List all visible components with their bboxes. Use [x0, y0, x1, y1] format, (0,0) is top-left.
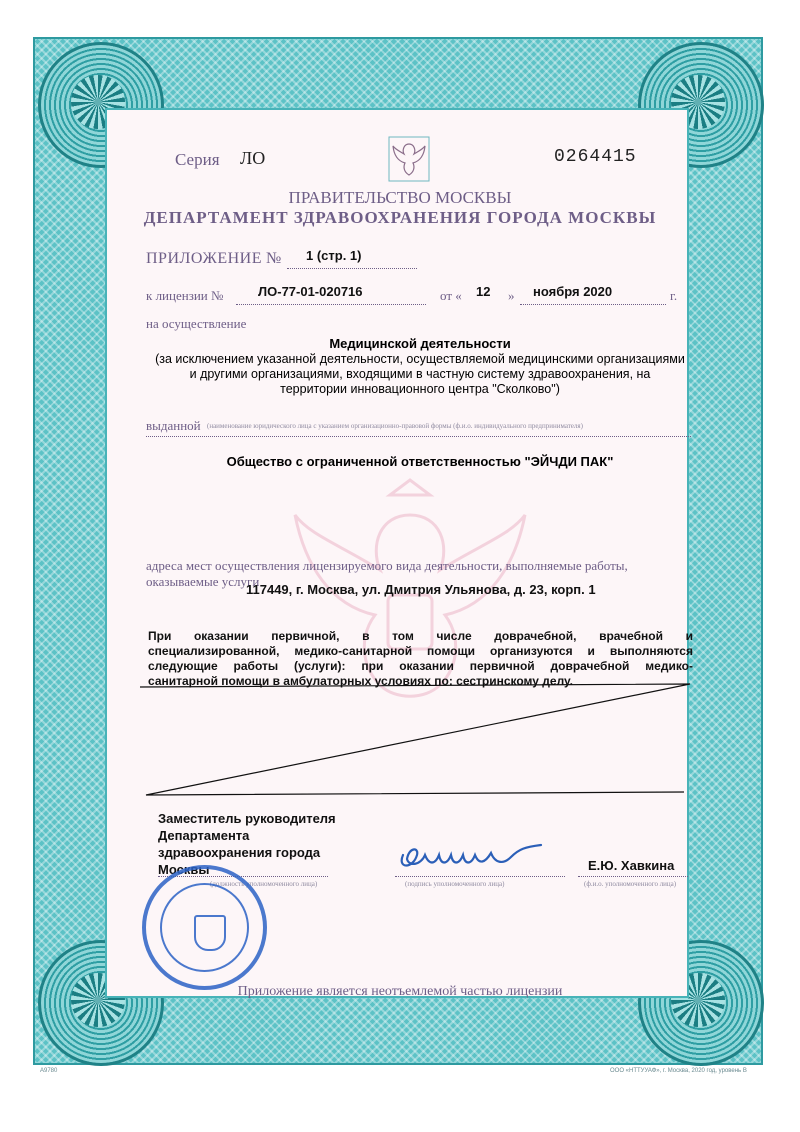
official-stamp: [142, 865, 267, 990]
activity-label: на осуществление: [146, 316, 247, 331]
stamp-emblem-icon: [194, 915, 226, 951]
license-prefix: к лицензии №: [146, 288, 224, 303]
activity-description: [140, 352, 700, 397]
license-month-year: ноября 2020: [533, 284, 613, 299]
form-code: А9780: [40, 1068, 58, 1074]
name-underline: [578, 876, 688, 877]
services-text: [148, 629, 693, 689]
license-quote-close: »: [508, 288, 515, 303]
license-day: 12: [476, 284, 491, 299]
services-line: специализированной, медико-санитарной помощи организуются и выполняются: [148, 644, 693, 658]
activity-title: Медицинской деятельности: [329, 336, 511, 351]
role-caption: (должность уполномоченного лица): [210, 880, 318, 888]
signatory-role-line: Заместитель руководителя: [158, 811, 336, 826]
signatory-role-line: Москвы: [158, 862, 210, 877]
organization-name: Общество с ограниченной ответственностью "ЭЙЧДИ ПАК": [226, 454, 614, 469]
address-label-line1: адреса мест осуществления лицензируемого вида деятельности, выполняемые работы,: [146, 558, 628, 573]
issued-caption: (наименование юридического лица с указанием организационно-правовой формы (ф.и.о. индивидуального предпринимателя): [207, 422, 583, 430]
address-value: 117449, г. Москва, ул. Дмитрия Ульянова, д. 23, корп. 1: [246, 582, 596, 597]
appendix-number-sign: №: [266, 250, 282, 267]
stamp-inner-ring: [160, 883, 249, 972]
department-title: ДЕПАРТАМЕНТ ЗДРАВООХРАНЕНИЯ ГОРОДА МОСКВЫ: [143, 208, 657, 227]
issued-label: выданной: [146, 418, 201, 433]
activity-description-line: (за исключением указанной деятельности, осуществляемой медицинскими организациями: [155, 352, 685, 366]
signature-caption: (подпись уполномоченного лица): [405, 880, 505, 888]
appendix-label: ПРИЛОЖЕНИЕ: [146, 250, 263, 267]
services-line: следующие работы (услуги): при оказании первичной доврачебной медико-: [148, 659, 693, 673]
services-line: санитарной помощи в амбулаторных условиях по: сестринскому делу.: [148, 674, 573, 688]
series-label: Серия: [175, 150, 220, 169]
address-label-line2: оказываемые услуги: [146, 574, 260, 589]
coat-of-arms-icon: [388, 136, 430, 182]
license-year-suffix: г.: [670, 288, 678, 303]
signatory-role-line: Департамента: [158, 828, 250, 843]
footer-note: Приложение является неотъемлемой частью лицензии: [237, 984, 563, 999]
license-number-underline: [236, 304, 426, 305]
name-caption: (ф.и.о. уполномоченного лица): [584, 880, 677, 888]
blank-number: 0264415: [554, 147, 637, 167]
services-line: При оказании первичной, в том числе доврачебной, врачебной и: [148, 629, 693, 643]
appendix-number: 1 (стр. 1): [306, 248, 362, 263]
issued-underline: [146, 436, 691, 437]
activity-description-line: и другими организациями, входящими в частную систему здравоохранения, на: [189, 367, 651, 381]
license-number: ЛО-77-01-020716: [258, 284, 363, 299]
appendix-number-underline: [287, 268, 417, 269]
signatory-name: Е.Ю. Хавкина: [588, 858, 675, 873]
activity-description-line: территории инновационного центра "Сколково"): [280, 382, 560, 396]
license-from: от «: [440, 288, 462, 303]
printer-info: ООО «НТТУУАФ», г. Москва, 2020 год, уровень В: [610, 1068, 747, 1074]
series-value: ЛО: [240, 148, 266, 168]
license-date-underline: [520, 304, 666, 305]
government-title: ПРАВИТЕЛЬСТВО МОСКВЫ: [288, 188, 512, 207]
signatory-role-line: здравоохранения города: [158, 845, 321, 860]
signature-underline: [395, 876, 565, 877]
handwritten-signature-icon: [395, 835, 555, 875]
